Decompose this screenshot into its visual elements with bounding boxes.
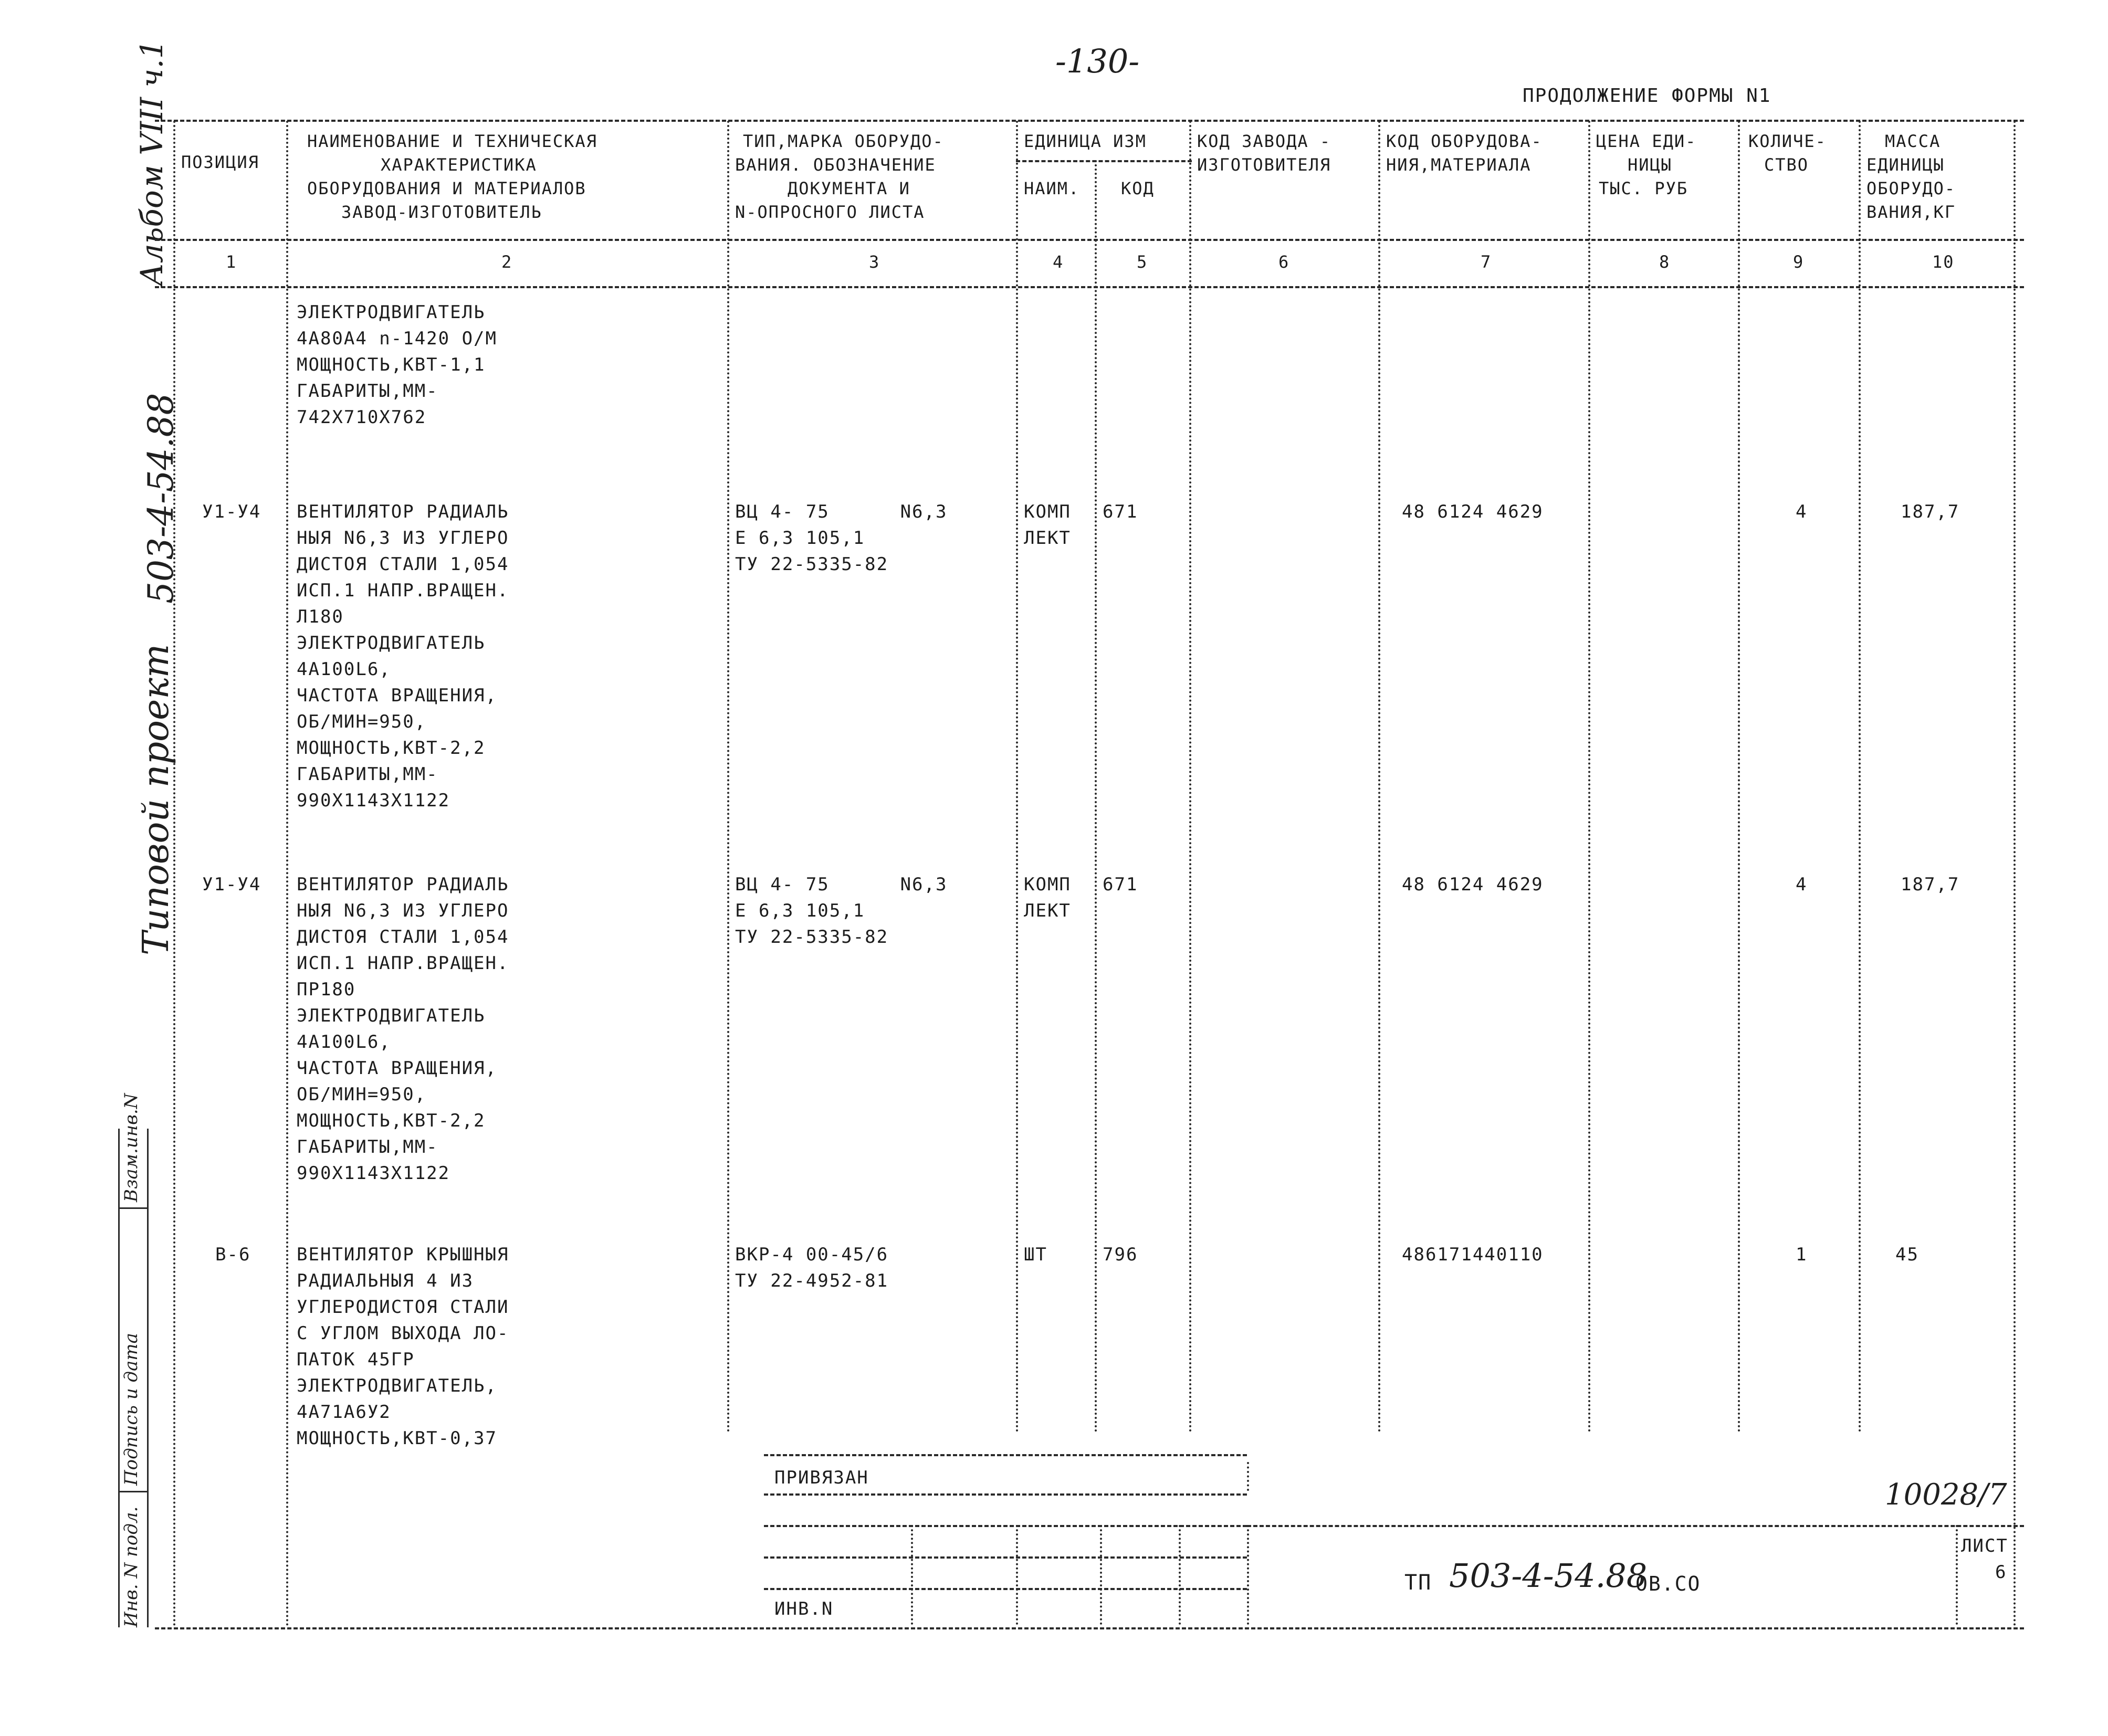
- row2-equip-code: 48 6124 4629: [1402, 874, 1544, 895]
- row1-name-9: ОБ/МИН=950,: [297, 711, 427, 732]
- col-sep-3: [1016, 121, 1018, 1433]
- row3-type-1: ВКР-4 00-45/6: [735, 1244, 889, 1265]
- stamp-inv-swap: Взам.инв.N: [121, 1093, 142, 1202]
- header-bottom-border: [155, 239, 2024, 241]
- row1-mass: 187,7: [1901, 501, 1960, 522]
- header-unit-group: ЕДИНИЦА ИЗМ: [1024, 131, 1147, 151]
- row2-name-8: ЧАСТОТА ВРАЩЕНИЯ,: [297, 1058, 497, 1079]
- page-number: -130-: [1055, 42, 1140, 80]
- header-name-line-3: ОБОРУДОВАНИЯ И МАТЕРИАЛОВ: [307, 178, 586, 198]
- row1-name-10: МОЩНОСТЬ,КВТ-2,2: [297, 738, 486, 759]
- stamp-doc-suffix: ОВ.СО: [1635, 1572, 1701, 1595]
- row2-name-6: ЭЛЕКТРОДВИГАТЕЛЬ: [297, 1005, 486, 1026]
- row3-name-7: 4А71А6У2: [297, 1402, 391, 1423]
- row2-name-11: ГАБАРИТЫ,ММ-: [297, 1137, 438, 1158]
- row2-name-2: НЫЯ N6,3 ИЗ УГЛЕРО: [297, 900, 509, 921]
- stamp-line-4: [764, 1556, 1247, 1559]
- header-type-line-4: N-ОПРОСНОГО ЛИСТА: [735, 202, 925, 222]
- row1-name-7: 4А100L6,: [297, 659, 391, 680]
- stamp-handwritten-code: 10028/7: [1885, 1478, 2007, 1512]
- row1-type-1: ВЦ 4- 75 N6,3: [735, 501, 948, 522]
- row3-name-2: РАДИАЛЬНЫЯ 4 ИЗ: [297, 1270, 474, 1291]
- stamp-inv: ИНВ.N: [774, 1598, 834, 1619]
- row1-name-6: ЭЛЕКТРОДВИГАТЕЛЬ: [297, 633, 486, 654]
- stamp-inv-orig: Инв. N подл.: [121, 1506, 142, 1627]
- header-factory-code-line-2: ИЗГОТОВИТЕЛЯ: [1197, 155, 1331, 175]
- stamp-vsep-3: [1100, 1525, 1102, 1625]
- row1-name-3: ДИСТОЯ СТАЛИ 1,054: [297, 554, 509, 575]
- row1-unit-1: КОМП: [1024, 501, 1071, 522]
- colnum-1: 1: [226, 252, 237, 272]
- row1-name-12: 990Х1143Х1122: [297, 790, 450, 811]
- header-type-line-2: ВАНИЯ. ОБОЗНАЧЕНИЕ: [735, 155, 936, 175]
- row1-name-8: ЧАСТОТА ВРАЩЕНИЯ,: [297, 685, 497, 706]
- row2-name-12: 990Х1143Х1122: [297, 1163, 450, 1184]
- stamp-vsep-4: [1179, 1525, 1181, 1625]
- row2-mass: 187,7: [1901, 874, 1960, 895]
- row3-name-4: С УГЛОМ ВЫХОДА ЛО-: [297, 1323, 509, 1344]
- row2-name-5: ПР180: [297, 979, 356, 1000]
- side-album-note: Альбом VIII ч.1: [134, 39, 170, 286]
- row3-position: В-6: [215, 1244, 251, 1265]
- row2-name-1: ВЕНТИЛЯТОР РАДИАЛЬ: [297, 874, 509, 895]
- header-unit-name: НАИМ.: [1024, 178, 1080, 198]
- stamp-strip-left-border: [118, 1129, 120, 1627]
- header-factory-code-line-1: КОД ЗАВОДА -: [1197, 131, 1331, 151]
- header-position: ПОЗИЦИЯ: [181, 152, 259, 172]
- stamp-line-5: [764, 1588, 1247, 1590]
- stamp-strip-div-1: [118, 1207, 149, 1209]
- stamp-sheet-number: 6: [1995, 1562, 2007, 1583]
- row3-equip-code: 486171440110: [1402, 1244, 1544, 1265]
- row3-unit-1: ШТ: [1024, 1244, 1047, 1265]
- colnum-7: 7: [1481, 252, 1492, 272]
- header-price-line-1: ЦЕНА ЕДИ-: [1596, 131, 1697, 151]
- header-name-line-2: ХАРАКТЕРИСТИКА: [381, 155, 537, 175]
- colnum-3: 3: [869, 252, 880, 272]
- stamp-strip-right-border: [147, 1129, 149, 1627]
- stamp-top-line: [764, 1454, 1247, 1456]
- row0-name-1: ЭЛЕКТРОДВИГАТЕЛЬ: [297, 302, 486, 323]
- unit-subheader-divider: [1016, 160, 1192, 162]
- row1-name-4: ИСП.1 НАПР.ВРАЩЕН.: [297, 580, 509, 601]
- colnum-4: 4: [1053, 252, 1064, 272]
- header-mass-line-3: ОБОРУДО-: [1866, 178, 1956, 198]
- stamp-doc-prefix: ТП: [1404, 1571, 1432, 1595]
- header-equip-code-line-1: КОД ОБОРУДОВА-: [1386, 131, 1543, 151]
- header-price-line-3: ТЫС. РУБ: [1599, 178, 1689, 198]
- table-top-border: [155, 120, 2024, 122]
- header-name-line-4: ЗАВОД-ИЗГОТОВИТЕЛЬ: [341, 202, 542, 222]
- stamp-sheet-sep: [1956, 1525, 1958, 1625]
- row2-type-3: ТУ 22-5335-82: [735, 927, 889, 948]
- colnum-6: 6: [1278, 252, 1290, 272]
- row3-type-2: ТУ 22-4952-81: [735, 1270, 889, 1291]
- stamp-strip-div-2: [118, 1491, 149, 1492]
- row3-name-3: УГЛЕРОДИСТОЯ СТАЛИ: [297, 1297, 509, 1318]
- side-project-title: Типовой проект: [135, 644, 177, 955]
- row0-name-5: 742Х710Х762: [297, 407, 427, 428]
- row1-name-2: НЫЯ N6,3 ИЗ УГЛЕРО: [297, 528, 509, 549]
- row2-unit-2: ЛЕКТ: [1024, 900, 1071, 921]
- row1-type-3: ТУ 22-5335-82: [735, 554, 889, 575]
- header-mass-line-4: ВАНИЯ,КГ: [1866, 202, 1956, 222]
- row3-name-5: ПАТОК 45ГР: [297, 1349, 415, 1370]
- stamp-vsep-2: [1016, 1525, 1018, 1625]
- row3-name-8: МОЩНОСТЬ,КВТ-0,37: [297, 1428, 497, 1449]
- row2-code: 671: [1103, 874, 1138, 895]
- row1-name-1: ВЕНТИЛЯТОР РАДИАЛЬ: [297, 501, 509, 522]
- col-sep-1: [286, 121, 288, 1627]
- header-qty-line-2: СТВО: [1764, 155, 1809, 175]
- row2-name-3: ДИСТОЯ СТАЛИ 1,054: [297, 927, 509, 948]
- stamp-vsep-5: [1247, 1525, 1249, 1625]
- header-name-line-1: НАИМЕНОВАНИЕ И ТЕХНИЧЕСКАЯ: [307, 131, 597, 151]
- stamp-vsep-1: [911, 1525, 913, 1625]
- colnum-5: 5: [1137, 252, 1148, 272]
- row3-qty: 1: [1796, 1244, 1808, 1265]
- colnum-2: 2: [501, 252, 513, 272]
- stamp-sheet-label: ЛИСТ: [1961, 1535, 2008, 1556]
- header-mass-line-2: ЕДИНИЦЫ: [1866, 155, 1945, 175]
- header-qty-line-1: КОЛИЧЕ-: [1748, 131, 1827, 151]
- header-equip-code-line-2: НИЯ,МАТЕРИАЛА: [1386, 155, 1532, 175]
- numbers-row-bottom-border: [155, 286, 2024, 288]
- row1-code: 671: [1103, 501, 1138, 522]
- colnum-8: 8: [1659, 252, 1671, 272]
- col-sep-10: [2013, 121, 2016, 1627]
- row2-qty: 4: [1796, 874, 1808, 895]
- row1-qty: 4: [1796, 501, 1808, 522]
- row3-name-1: ВЕНТИЛЯТОР КРЫШНЫЯ: [297, 1244, 509, 1265]
- stamp-line-2: [764, 1493, 1247, 1496]
- row2-name-7: 4А100L6,: [297, 1032, 391, 1053]
- row2-unit-1: КОМП: [1024, 874, 1071, 895]
- row3-name-6: ЭЛЕКТРОДВИГАТЕЛЬ,: [297, 1375, 497, 1396]
- stamp-privyazan: ПРИВЯЗАН: [774, 1467, 869, 1488]
- stamp-privyazan-end: [1247, 1462, 1249, 1491]
- row1-type-2: Е 6,3 105,1: [735, 528, 865, 549]
- row2-position: У1-У4: [202, 874, 261, 895]
- stamp-sign-date: Подпись и дата: [121, 1333, 142, 1486]
- row1-position: У1-У4: [202, 501, 261, 522]
- row1-unit-2: ЛЕКТ: [1024, 528, 1071, 549]
- row1-equip-code: 48 6124 4629: [1402, 501, 1544, 522]
- col-sep-6: [1378, 121, 1380, 1433]
- header-price-line-2: НИЦЫ: [1628, 155, 1673, 175]
- col-sep-0: [173, 121, 175, 1627]
- row0-name-4: ГАБАРИТЫ,ММ-: [297, 381, 438, 402]
- row0-name-3: МОЩНОСТЬ,КВТ-1,1: [297, 354, 486, 375]
- colnum-9: 9: [1793, 252, 1805, 272]
- row2-type-2: Е 6,3 105,1: [735, 900, 865, 921]
- col-sep-7: [1588, 121, 1590, 1433]
- header-type-line-1: ТИП,МАРКА ОБОРУДО-: [743, 131, 944, 151]
- continuation-title: ПРОДОЛЖЕНИЕ ФОРМЫ N1: [1523, 85, 1771, 107]
- row1-name-11: ГАБАРИТЫ,ММ-: [297, 764, 438, 785]
- col-sep-4: [1095, 160, 1097, 1433]
- header-type-line-3: ДОКУМЕНТА И: [788, 178, 910, 198]
- row2-type-1: ВЦ 4- 75 N6,3: [735, 874, 948, 895]
- col-sep-8: [1738, 121, 1740, 1433]
- col-sep-5: [1189, 121, 1191, 1433]
- header-mass-line-1: МАССА: [1885, 131, 1941, 151]
- stamp-line-3-right: [1247, 1525, 2024, 1527]
- row0-name-2: 4А80А4 n-1420 О/М: [297, 328, 497, 349]
- table-bottom-border: [155, 1627, 2024, 1629]
- stamp-doc-code: 503-4-54.88: [1449, 1556, 1648, 1595]
- stamp-line-3: [764, 1525, 1247, 1527]
- header-unit-code: КОД: [1121, 178, 1155, 198]
- row3-mass: 45: [1895, 1244, 1919, 1265]
- row3-code: 796: [1103, 1244, 1138, 1265]
- colnum-10: 10: [1932, 252, 1955, 272]
- col-sep-2: [727, 121, 729, 1433]
- row2-name-10: МОЩНОСТЬ,КВТ-2,2: [297, 1110, 486, 1131]
- side-project-code: 503-4-54.88: [141, 393, 181, 604]
- row2-name-4: ИСП.1 НАПР.ВРАЩЕН.: [297, 953, 509, 974]
- row2-name-9: ОБ/МИН=950,: [297, 1084, 427, 1105]
- col-sep-9: [1859, 121, 1861, 1433]
- row1-name-5: Л180: [297, 606, 344, 627]
